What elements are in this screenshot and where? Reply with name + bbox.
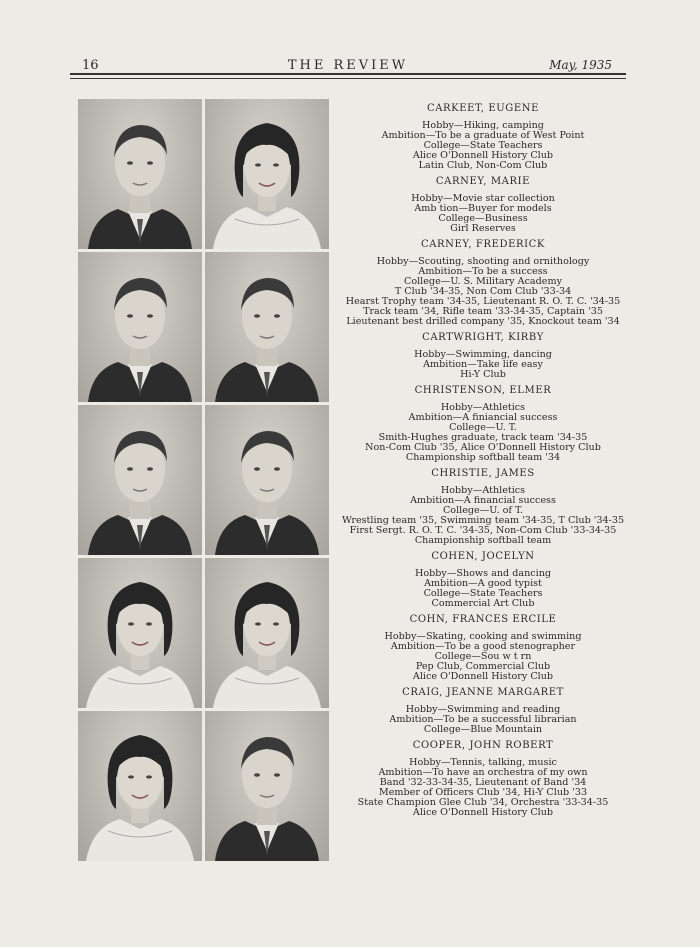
bio-line: Alice O'Donnell History Club — [412, 150, 554, 161]
student-entry — [338, 240, 628, 327]
student-name: CARTWRIGHT, KIRBY — [422, 332, 544, 343]
bio-line: Ambition—To be a graduate of West Point — [381, 130, 585, 141]
student-portrait — [205, 558, 329, 708]
bio-line: Hobby—Skating, cooking and swimming — [384, 631, 582, 642]
bio-line: College—U. S. Military Academy — [404, 276, 562, 287]
bio-line: Ambition—A financial success — [410, 495, 556, 506]
bio-line: Ambition—To be a good stenographer — [390, 641, 576, 652]
student-portrait — [78, 252, 202, 402]
bio-line: Ambition—To have an orchestra of my own — [378, 767, 588, 778]
bio-line: State Champion Glee Club '34, Orchestra '33-34-35 — [357, 797, 609, 808]
bio-line: Hobby—Athletics — [440, 402, 526, 413]
bio-line: Band '32-33-34-35, Lieutenant of Band '34 — [379, 777, 587, 788]
student-entry — [338, 552, 628, 609]
student-entry — [338, 386, 628, 463]
bio-line: Pep Club, Commercial Club — [415, 661, 551, 672]
bio-line: Non-Com Club '35, Alice O'Donnell History Club — [365, 442, 601, 453]
bio-line: Ambition—A good typist — [424, 578, 542, 589]
bio-line: Hobby—Scouting, shooting and ornithology — [376, 256, 590, 267]
bio-line: Alice O'Donnell History Club — [412, 671, 554, 682]
student-entry — [338, 469, 628, 546]
issue-date: May, 1935 — [549, 58, 612, 72]
bio-line: Track team '34, Rifle team '33-34-35, Captain '35 — [363, 306, 603, 317]
student-portrait — [78, 99, 202, 249]
bio-line: Hearst Trophy team '34-35, Lieutenant R. O. T. C. '34-35 — [345, 296, 621, 307]
bio-line: Latin Club, Non-Com Club — [418, 160, 548, 171]
student-portrait — [205, 405, 329, 555]
bio-line: Championship softball team '34 — [405, 452, 561, 463]
portrait-grid — [78, 99, 330, 861]
bio-line: Ambition—To be a success — [418, 266, 548, 277]
student-name: CARNEY, MARIE — [435, 176, 531, 187]
student-portrait — [78, 558, 202, 708]
bio-line: Hobby—Swimming, dancing — [414, 349, 552, 360]
bio-line: Hobby—Swimming and reading — [405, 704, 561, 715]
bio-line: College—Sou w t rn — [434, 651, 532, 662]
student-portrait — [78, 405, 202, 555]
bio-line: College—State Teachers — [423, 588, 543, 599]
student-name: CHRISTIE, JAMES — [431, 468, 535, 479]
student-entry — [338, 177, 628, 234]
student-entry — [338, 615, 628, 682]
running-title: THE REVIEW — [287, 58, 409, 73]
student-portrait — [205, 711, 329, 861]
bio-line: First Sergt. R. O. T. C. '34-35, Non-Com Club '33-34-35 — [349, 525, 617, 536]
student-entry — [338, 688, 628, 735]
header-rule-thin — [70, 78, 626, 79]
student-name: CARNEY, FREDERICK — [420, 239, 545, 250]
bio-line: College—U. T. — [449, 422, 517, 433]
student-portrait — [78, 711, 202, 861]
student-name: CHRISTENSON, ELMER — [414, 385, 552, 396]
student-portrait — [205, 252, 329, 402]
bio-line: T Club '34-35, Non Com Club '33-34 — [394, 286, 572, 297]
bio-line: Hobby—Movie star collection — [411, 193, 555, 204]
bio-line: Hi-Y Club — [460, 369, 506, 380]
bio-line: Wrestling team '35, Swimming team '34-35, T Club '34-35 — [341, 515, 625, 526]
bio-line: Hobby—Shows and dancing — [414, 568, 552, 579]
bio-line: Ambition—A finiancial success — [408, 412, 558, 423]
bio-line: Member of Officers Club '34, Hi-Y Club '33 — [378, 787, 588, 798]
bio-line: College—Business — [438, 213, 528, 224]
student-bios — [338, 104, 628, 824]
bio-line: Hobby—Tennis, talking, music — [409, 757, 557, 768]
student-name: CRAIG, JEANNE MARGARET — [402, 687, 564, 698]
student-name: COHN, FRANCES ERCILE — [409, 614, 557, 625]
bio-line: Hobby—Athletics — [440, 485, 526, 496]
student-name: COHEN, JOCELYN — [431, 551, 535, 562]
bio-line: College—Blue Mountain — [423, 724, 543, 735]
student-name: CARKEET, EUGENE — [426, 103, 540, 114]
bio-line: College—U. of T. — [442, 505, 524, 516]
bio-line: Ambition—Take life easy — [423, 359, 543, 370]
bio-line: Amb tion—Buyer for models — [414, 203, 552, 214]
student-entry — [338, 104, 628, 171]
bio-line: Lieutenant best drilled company '35, Knockout team '34 — [346, 316, 620, 327]
bio-line: College—State Teachers — [423, 140, 543, 151]
bio-line: Championship softball team — [414, 535, 552, 546]
header-rule — [70, 73, 626, 75]
bio-line: Alice O'Donnell History Club — [412, 807, 554, 818]
student-portrait — [205, 99, 329, 249]
bio-line: Commercial Art Club — [431, 598, 535, 609]
student-entry — [338, 741, 628, 818]
student-entry — [338, 333, 628, 380]
student-name: COOPER, JOHN ROBERT — [412, 740, 554, 751]
bio-line: Ambition—To be a successful librarian — [389, 714, 577, 725]
bio-line: Hobby—Hiking, camping — [422, 120, 544, 131]
bio-line: Girl Reserves — [450, 223, 516, 234]
page-number: 16 — [82, 58, 99, 73]
bio-line: Smith-Hughes graduate, track team '34-35 — [378, 432, 588, 443]
